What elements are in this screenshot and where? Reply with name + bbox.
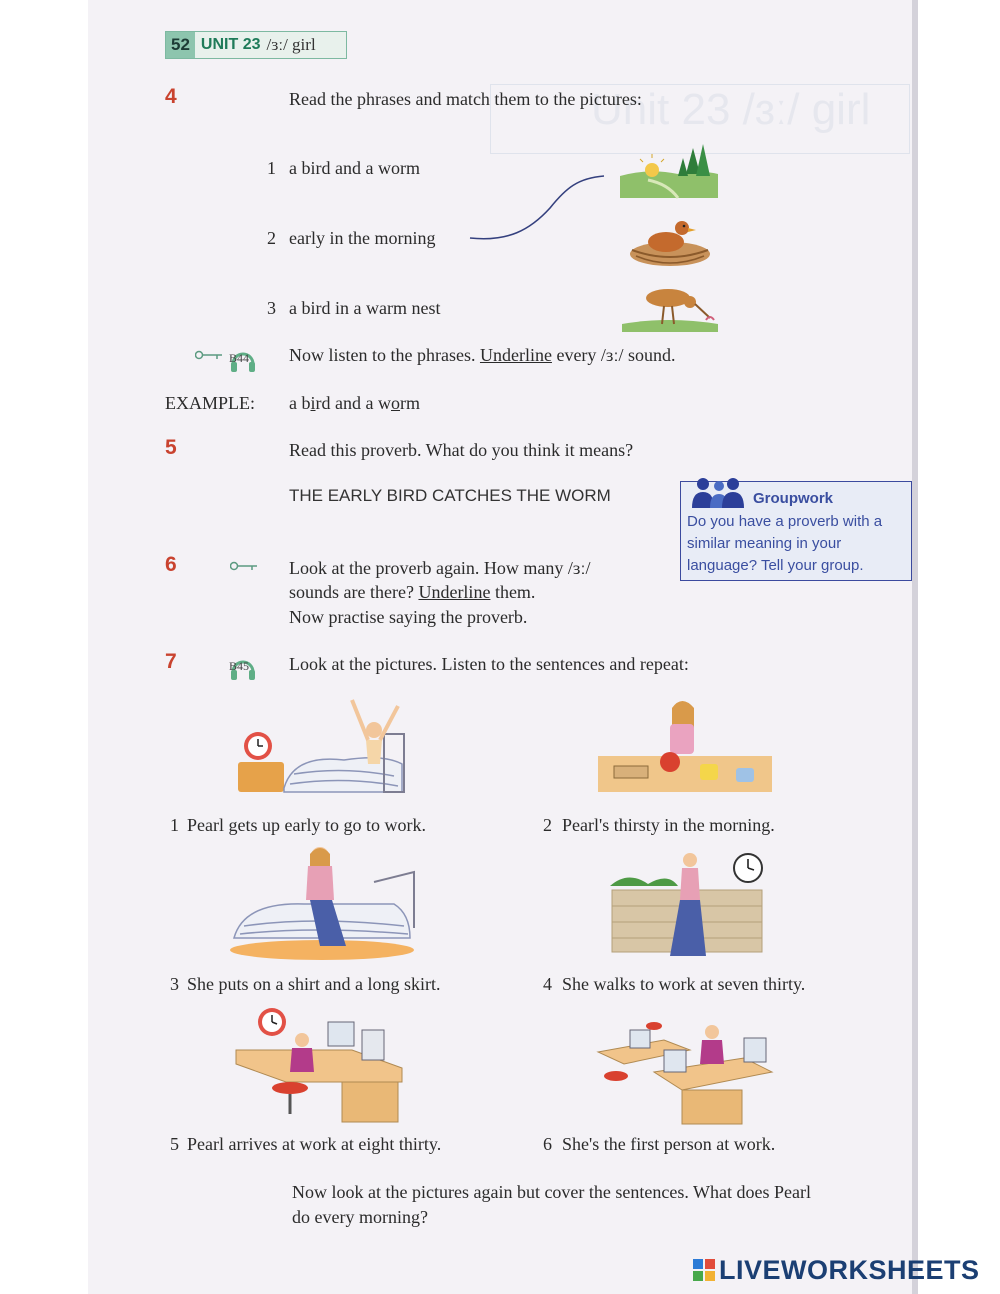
phrase-3-text[interactable]: a bird in a warm nest	[289, 298, 441, 318]
groupwork-title: Groupwork	[753, 490, 834, 507]
phrase-2-number: 2	[267, 228, 276, 248]
liveworksheets-logo-icon	[692, 1258, 716, 1282]
exercise-6-line-3: Now practise saying the proverb.	[289, 607, 528, 627]
show-through-text: Unit 23 /ɜː/ girl	[490, 84, 910, 154]
exercise-7-instruction: Look at the pictures. Listen to the sentences and repeat:	[289, 654, 689, 674]
sentence-5-number: 5	[170, 1134, 179, 1154]
first-person-at-office-picture	[594, 1002, 776, 1126]
phrase-3-number: 3	[267, 298, 276, 318]
sentence-2-text: Pearl's thirsty in the morning.	[562, 815, 775, 835]
people-icon	[689, 476, 747, 510]
sentence-1-number: 1	[170, 815, 179, 835]
sentence-5-text: Pearl arrives at work at eight thirty.	[187, 1134, 442, 1154]
groupwork-text: Do you have a proverb with a similar meaning in your language? Tell your group.	[687, 513, 883, 574]
phrase-1-number: 1	[267, 158, 276, 178]
getting-dressed-picture	[224, 842, 420, 962]
sentence-1-text: Pearl gets up early to go to work.	[187, 815, 426, 835]
waking-up-picture	[234, 694, 414, 798]
exercise-7-number: 7	[165, 650, 177, 673]
exercise-5-instruction: Read this proverb. What do you think it means?	[289, 440, 634, 460]
walking-to-work-picture	[608, 850, 768, 962]
page-number: 52	[166, 32, 195, 58]
example-label: EXAMPLE:	[165, 393, 255, 413]
page-edge	[912, 0, 918, 1294]
exercise-6-line-1: Look at the proverb again. How many /ɜː/	[289, 558, 591, 578]
groupwork-box	[680, 481, 912, 581]
sentence-4-number: 4	[543, 974, 552, 994]
sentence-4-text: She walks to work at seven thirty.	[562, 974, 806, 994]
key-icon	[195, 350, 223, 360]
liveworksheets-logo-text: LIVEWORKSHEETS	[719, 1254, 980, 1285]
sentence-6-number: 6	[543, 1134, 552, 1154]
example-phrase: a bird and a worm	[289, 393, 420, 413]
followup-line-2: do every morning?	[292, 1207, 428, 1227]
sentence-6-text: She's the first person at work.	[562, 1134, 776, 1154]
unit-header	[165, 31, 347, 59]
phrase-2-text[interactable]: early in the morning	[289, 228, 436, 248]
proverb: THE EARLY BIRD CATCHES THE WORM	[289, 486, 611, 505]
sentence-3-number: 3	[170, 974, 179, 994]
morning-tea-picture	[596, 694, 774, 798]
sunrise-landscape-picture[interactable]	[618, 140, 720, 200]
exercise-5-number: 5	[165, 436, 177, 459]
followup-line-1: Now look at the pictures again but cover the sentences. What does Pearl	[292, 1182, 812, 1202]
key-icon	[230, 561, 258, 571]
exercise-4-instruction: Read the phrases and match them to the pictures:	[289, 89, 642, 109]
bird-in-nest-picture[interactable]	[618, 206, 720, 270]
liveworksheets-logo[interactable]	[692, 1255, 980, 1285]
phrase-1-text[interactable]: a bird and a worm	[289, 158, 420, 178]
exercise-6-number: 6	[165, 553, 177, 576]
audio-code: B44	[229, 351, 250, 365]
audio-track-b44[interactable]	[228, 346, 258, 376]
sentence-2-number: 2	[543, 815, 552, 835]
exercise-6-line-2: sounds are there? Underline them.	[289, 582, 536, 602]
arriving-at-work-picture	[232, 1004, 408, 1124]
unit-sound: /ɜː/ girl	[266, 35, 316, 54]
sentence-3-text: She puts on a shirt and a long skirt.	[187, 974, 441, 994]
audio-code: B45	[229, 659, 250, 673]
audio-track-b45[interactable]	[228, 654, 258, 684]
unit-label: UNIT 23	[200, 36, 261, 53]
match-line	[468, 170, 608, 245]
bird-and-worm-picture[interactable]	[618, 276, 720, 334]
listen-instruction: Now listen to the phrases. Underline every /ɜː/ sound.	[289, 345, 676, 365]
exercise-4-number: 4	[165, 85, 177, 108]
